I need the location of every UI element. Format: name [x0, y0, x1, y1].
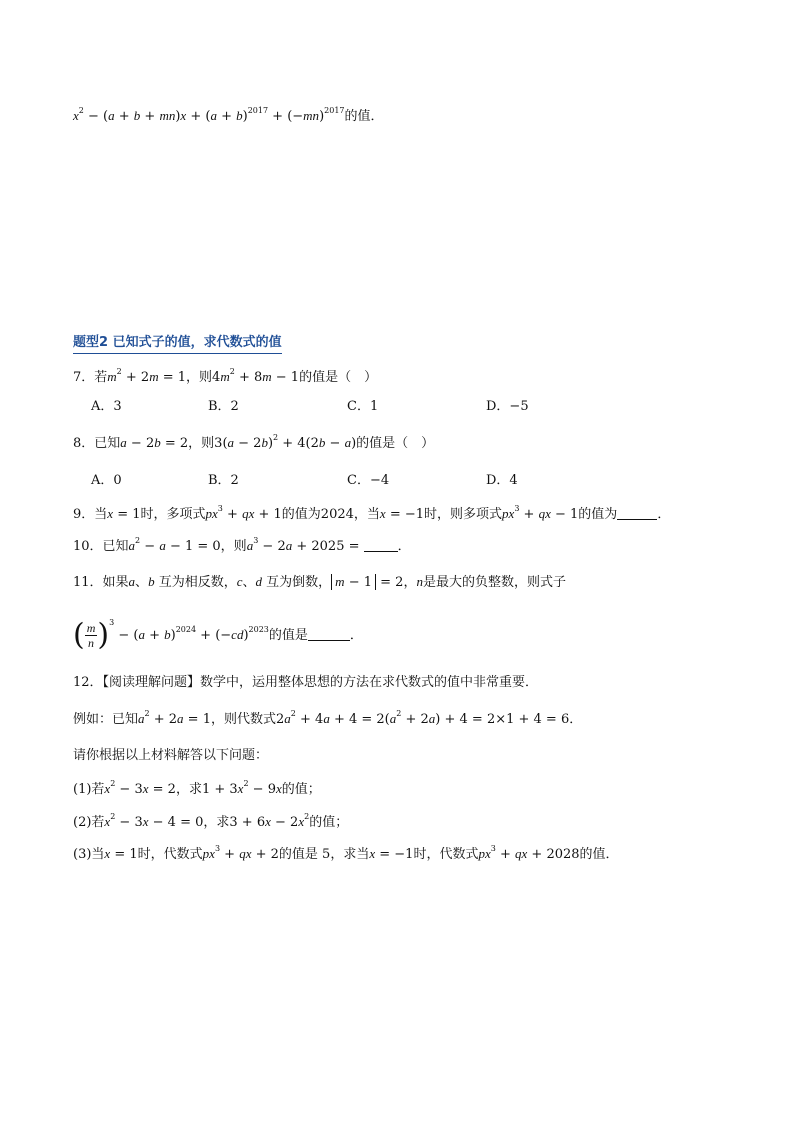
q7-option-d[interactable]: D．−5 — [486, 399, 529, 414]
q10-answer-blank[interactable] — [364, 537, 398, 552]
question-10: 10．已知$a^2 - a - 1 = 0$，则$a^3 - 2a + 2025$ = ． — [73, 536, 411, 554]
q9-answer-blank[interactable] — [617, 505, 657, 520]
q11-answer-blank[interactable] — [308, 626, 350, 641]
q8-option-b[interactable]: B．2 — [208, 473, 239, 488]
q8-option-c[interactable]: C．−4 — [347, 473, 390, 488]
question-9: 9．当x = 1时，多项式$px^3$ + qx + 1的值为2024，当x = −1时，则多项式$px^3$ + qx − 1的值为 ． — [73, 504, 671, 522]
q8-option-a[interactable]: A．0 — [91, 473, 122, 488]
question-12-example: 例如：已知$a^2 + 2a = 1$，则代数式$2a^2 + 4a + 4 = 2(a^2 + 2a) + 4 = 2\times 1 + 4 = 6$． — [73, 709, 583, 727]
question-8: 8．已知a − 2b = 2，则$3(a - 2b)^2 + 4(2b - a)$的值是（ ） — [73, 433, 435, 451]
q7-option-c[interactable]: C．1 — [347, 399, 379, 414]
question-12-intro: 12．【阅读理解问题】数学中，运用整体思想的方法在求代数式的值中非常重要． — [73, 675, 539, 690]
continued-expression: $x^2 - (a + b + mn)x + (a + b)^{2017} + (-mn)^{2017}$的值． — [73, 106, 384, 124]
expression-tail: 的值． — [344, 109, 384, 124]
question-12-part-3: (3)当x = 1时，代数式$px^3$ + qx + 2的值是 5，求当x = −1时，代数式$px^3$ + qx + 2028的值． — [73, 844, 619, 862]
q8-option-d[interactable]: D．4 — [486, 473, 518, 488]
q7-option-a[interactable]: A．3 — [91, 399, 122, 414]
question-11: 11．如果a、b 互为相反数，c、d 互为倒数， m − 1 = 2，n是最大的负整数，则式子 — [73, 574, 566, 590]
question-7: 7．若$m^2 + 2m = 1$，则$4m^2 + 8m - 1$的值是（ ） — [73, 367, 378, 385]
question-12-part-2: (2)若$x^2 - 3x - 4 = 0$，求$3 + 6x - 2x^2$的值； — [73, 812, 349, 830]
question-12-part-1: (1)若$x^2 - 3x = 2$，求$1 + 3x^2 - 9x$的值； — [73, 779, 321, 797]
question-11-expression: ( $\frac{m}{n}$ )$^3 - (a + b)^{2024} + (-cd)^{2023}$的值是 ． — [73, 617, 363, 653]
q7-option-b[interactable]: B．2 — [208, 399, 239, 414]
section-heading: 题型2 已知式子的值，求代数式的值 — [73, 334, 282, 354]
question-12-instruction: 请你根据以上材料解答以下问题： — [73, 748, 269, 763]
